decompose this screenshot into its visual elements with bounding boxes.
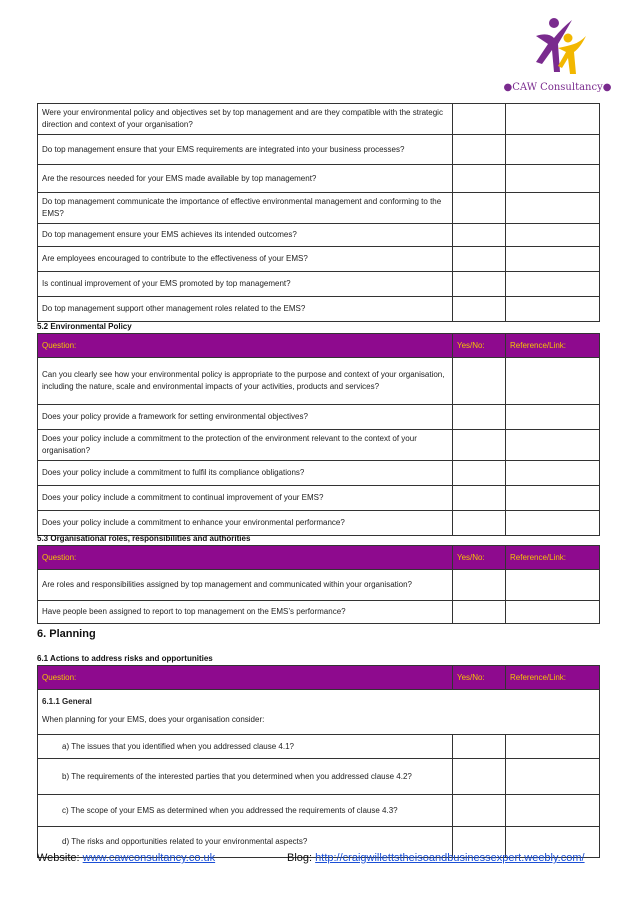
reference-cell[interactable] <box>506 511 600 536</box>
general-cell <box>38 690 600 735</box>
yes-no-cell[interactable] <box>453 165 506 193</box>
table-row <box>38 511 600 536</box>
table-row <box>38 759 600 795</box>
yes-no-cell[interactable] <box>453 430 506 461</box>
question-cell: Do top management ensure that your EMS requirements are integrated into your business processes? <box>38 135 453 165</box>
company-logo <box>500 14 615 99</box>
table-row <box>38 224 600 247</box>
table-row <box>38 104 600 135</box>
header-question: Question: <box>38 334 453 358</box>
question-cell: Does your policy include a commitment to continual improvement of your EMS? <box>38 486 453 511</box>
question-cell: Do top management communicate the importance of effective environmental management and conforming to the EMS? <box>38 193 453 224</box>
question-cell: Does your policy provide a framework for setting environmental objectives? <box>38 405 453 430</box>
header-reference: Reference/Link: <box>506 666 600 690</box>
yes-no-cell[interactable] <box>453 297 506 322</box>
planning-table <box>37 665 599 858</box>
question-cell: a) The issues that you identified when you addressed clause 4.1? <box>38 735 453 759</box>
question-cell: Can you clearly see how your environmental policy is appropriate to the purpose and context of your organisation, including the nature, scale and environmental impacts of your activities, products and services? <box>38 358 453 405</box>
question-cell: Does your policy include a commitment to the protection of the environment relevant to the context of your organisation? <box>38 430 453 461</box>
website-label: Website: <box>37 852 83 864</box>
table-row <box>38 690 600 735</box>
blog-label: Blog: <box>287 852 316 864</box>
header-reference: Reference/Link: <box>506 546 600 570</box>
yes-no-cell[interactable] <box>453 247 506 272</box>
people-logo-icon <box>514 14 600 82</box>
reference-cell[interactable] <box>506 486 600 511</box>
footer-blog <box>287 852 585 864</box>
header-yes-no: Yes/No: <box>453 666 506 690</box>
table-row <box>38 405 600 430</box>
reference-cell[interactable] <box>506 297 600 322</box>
table-row <box>38 135 600 165</box>
question-cell: Are employees encouraged to contribute to the effectiveness of your EMS? <box>38 247 453 272</box>
question-cell: Does your policy include a commitment to fulfil its compliance obligations? <box>38 461 453 486</box>
table-row <box>38 570 600 601</box>
reference-cell[interactable] <box>506 570 600 601</box>
table-row <box>38 193 600 224</box>
section-heading-5-2: 5.2 Environmental Policy <box>37 322 132 331</box>
reference-cell[interactable] <box>506 193 600 224</box>
yes-no-cell[interactable] <box>453 224 506 247</box>
reference-cell[interactable] <box>506 405 600 430</box>
header-reference: Reference/Link: <box>506 334 600 358</box>
environmental-policy-table <box>37 333 599 536</box>
table-row <box>38 430 600 461</box>
table-row <box>38 735 600 759</box>
header-yes-no: Yes/No: <box>453 334 506 358</box>
yes-no-cell[interactable] <box>453 461 506 486</box>
yes-no-cell[interactable] <box>453 570 506 601</box>
yes-no-cell[interactable] <box>453 511 506 536</box>
question-cell: c) The scope of your EMS as determined when you addressed the requirements of clause 4.3? <box>38 795 453 827</box>
table-row <box>38 795 600 827</box>
reference-cell[interactable] <box>506 461 600 486</box>
table-header-row <box>38 334 600 358</box>
table-row <box>38 165 600 193</box>
reference-cell[interactable] <box>506 430 600 461</box>
yes-no-cell[interactable] <box>453 601 506 624</box>
table-row <box>38 461 600 486</box>
question-cell: b) The requirements of the interested parties that you determined when you addressed clause 4.2? <box>38 759 453 795</box>
question-cell: Do top management ensure your EMS achieves its intended outcomes? <box>38 224 453 247</box>
header-yes-no: Yes/No: <box>453 546 506 570</box>
question-cell: Have people been assigned to report to top management on the EMS’s performance? <box>38 601 453 624</box>
reference-cell[interactable] <box>506 601 600 624</box>
yes-no-cell[interactable] <box>453 795 506 827</box>
question-cell: Do top management support other management roles related to the EMS? <box>38 297 453 322</box>
yes-no-cell[interactable] <box>453 735 506 759</box>
general-text: When planning for your EMS, does your organisation consider: <box>42 715 265 724</box>
section-heading-6-1: 6.1 Actions to address risks and opportunities <box>37 654 213 663</box>
question-cell: Are the resources needed for your EMS made available by top management? <box>38 165 453 193</box>
roles-table <box>37 545 599 624</box>
reference-cell[interactable] <box>506 735 600 759</box>
reference-cell[interactable] <box>506 165 600 193</box>
yes-no-cell[interactable] <box>453 272 506 297</box>
yes-no-cell[interactable] <box>453 486 506 511</box>
header-question: Question: <box>38 546 453 570</box>
header-question: Question: <box>38 666 453 690</box>
table-row <box>38 272 600 297</box>
yes-no-cell[interactable] <box>453 405 506 430</box>
yes-no-cell[interactable] <box>453 759 506 795</box>
question-cell: Are roles and responsibilities assigned by top management and communicated within your organisation? <box>38 570 453 601</box>
reference-cell[interactable] <box>506 795 600 827</box>
table-row <box>38 247 600 272</box>
section-heading-6: 6. Planning <box>37 628 96 640</box>
leadership-table <box>37 103 599 322</box>
blog-link[interactable]: http://craigwillettstheisoandbusinessexpert.weebly.com/ <box>315 852 585 864</box>
question-cell: Were your environmental policy and objectives set by top management and are they compatible with the strategic direction and context of your organisation? <box>38 104 453 135</box>
reference-cell[interactable] <box>506 358 600 405</box>
table-row <box>38 297 600 322</box>
table-row <box>38 486 600 511</box>
question-cell: Does your policy include a commitment to enhance your environmental performance? <box>38 511 453 536</box>
yes-no-cell[interactable] <box>453 358 506 405</box>
table-row <box>38 358 600 405</box>
section-heading-5-3: 5.3 Organisational roles, responsibilities and authorities <box>37 534 251 543</box>
reference-cell[interactable] <box>506 272 600 297</box>
question-cell: d) The risks and opportunities related to your environmental aspects? <box>38 827 453 858</box>
question-cell: Is continual improvement of your EMS promoted by top management? <box>38 272 453 297</box>
reference-cell[interactable] <box>506 759 600 795</box>
subsection-title-6-1-1: 6.1.1 General <box>42 697 92 706</box>
footer-website <box>37 852 215 864</box>
yes-no-cell[interactable] <box>453 193 506 224</box>
table-row <box>38 601 600 624</box>
reference-cell[interactable] <box>506 135 600 165</box>
table-header-row <box>38 666 600 690</box>
reference-cell[interactable] <box>506 247 600 272</box>
yes-no-cell[interactable] <box>453 104 506 135</box>
reference-cell[interactable] <box>506 224 600 247</box>
reference-cell[interactable] <box>506 104 600 135</box>
website-link[interactable]: www.cawconsultancy.co.uk <box>82 852 216 864</box>
logo-text: ●CAW Consultancy● <box>503 82 612 93</box>
yes-no-cell[interactable] <box>453 135 506 165</box>
table-header-row <box>38 546 600 570</box>
